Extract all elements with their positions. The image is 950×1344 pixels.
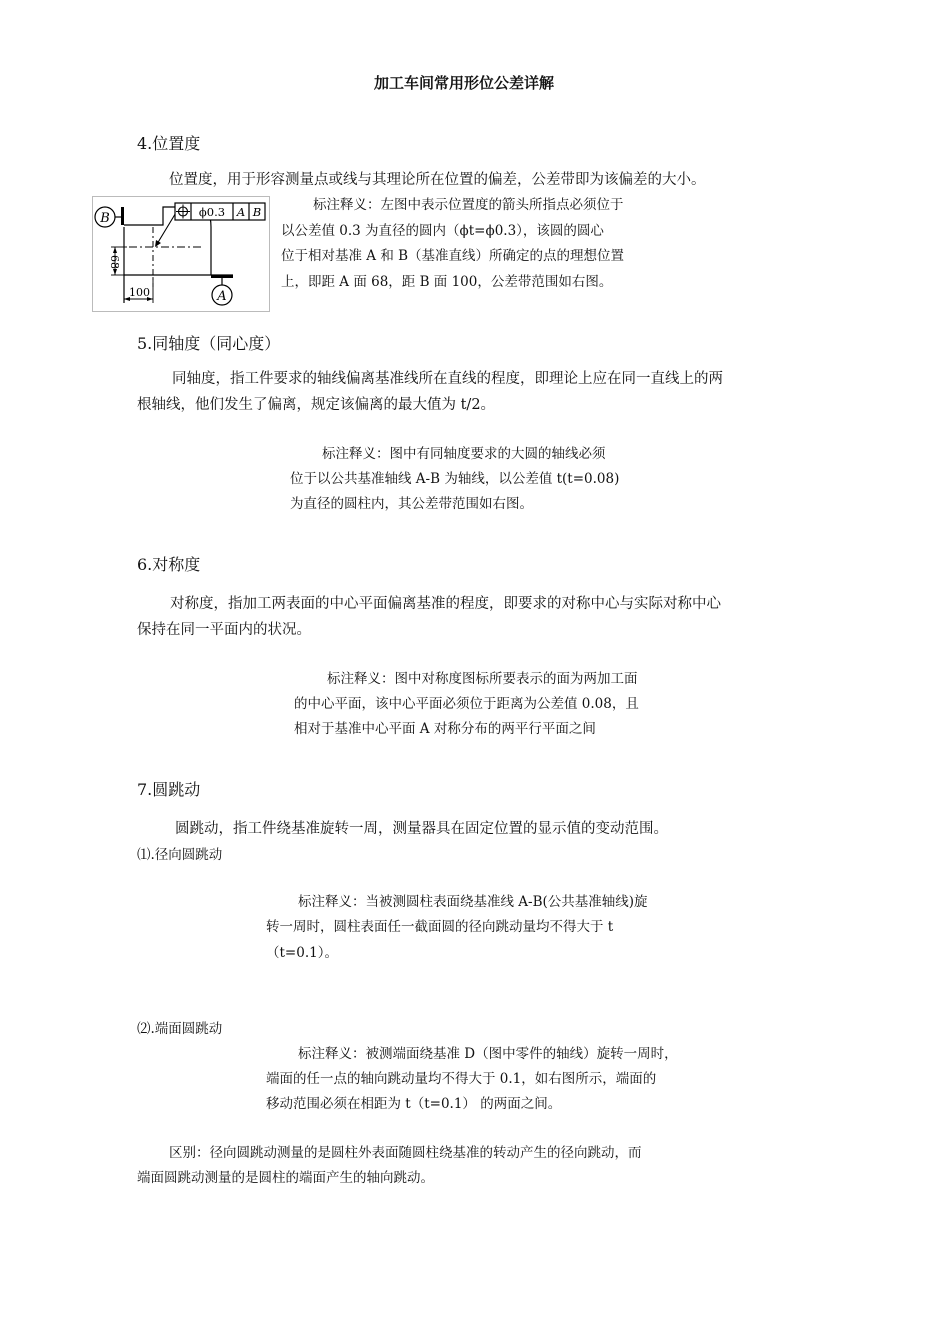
axial-runout-note-line-3: 移动范围必须在相距为 t（t=0.1） 的两面之间。 [266, 1096, 562, 1112]
difference-line-1: 区别：径向圆跳动测量的是圆柱外表面随圆柱绕基准的转动产生的径向跳动，而 [169, 1145, 642, 1161]
section-6-intro-line-2: 保持在同一平面内的状况。 [137, 622, 311, 638]
section-6-intro-line-1: 对称度，指加工两表面的中心平面偏离基准的程度，即要求的对称中心与实际对称中心 [170, 596, 721, 612]
section-6-note-line-3: 相对于基准中心平面 A 对称分布的两平行平面之间 [294, 721, 596, 737]
section-5-note-line-1: 标注释义：图中有同轴度要求的大圆的轴线必须 [322, 446, 606, 462]
section-5-note-line-3: 为直径的圆柱内，其公差带范围如右图。 [290, 496, 533, 512]
radial-runout-note-line-2: 转一周时，圆柱表面任一截面圆的径向跳动量均不得大于 t [266, 919, 614, 935]
axial-runout-subheading: ⑵.端面圆跳动 [137, 1021, 223, 1037]
section-5-intro-line-1: 同轴度，指工件要求的轴线偏离基准线所在直线的程度，即理论上应在同一直线上的两 [172, 371, 723, 387]
frame-datum-a: A [236, 205, 246, 219]
position-tolerance-drawing [93, 197, 269, 311]
section-6-note-line-1: 标注释义：图中对称度图标所要表示的面为两加工面 [327, 671, 638, 687]
section-7-intro: 圆跳动，指工件绕基准旋转一周，测量器具在固定位置的显示值的变动范围。 [175, 821, 668, 837]
datum-a-label: A [217, 289, 227, 304]
axial-runout-note-line-1: 标注释义：被测端面绕基准 D（图中零件的轴线）旋转一周时， [298, 1046, 678, 1062]
radial-runout-subheading: ⑴.径向圆跳动 [137, 847, 223, 863]
dimension-68: 68 [108, 255, 121, 269]
axial-runout-note-line-2: 端面的任一点的轴向跳动量均不得大于 0.1，如右图所示，端面的 [266, 1071, 657, 1087]
page-title: 加工车间常用形位公差详解 [374, 74, 555, 92]
section-4-note-line-2: 以公差值 0.3 为直径的圆内（ϕt=ϕ0.3），该圆的圆心 [281, 223, 604, 239]
section-6-heading: 6.对称度 [137, 555, 201, 574]
section-4-note-line-3: 位于相对基准 A 和 B（基准直线）所确定的点的理想位置 [281, 248, 625, 264]
section-7-heading: 7.圆跳动 [137, 780, 201, 799]
radial-runout-note-line-3: （t=0.1）。 [266, 945, 338, 961]
section-6-note-line-2: 的中心平面，该中心平面必须位于距离为公差值 0.08，且 [294, 696, 639, 712]
radial-runout-note-line-1: 标注释义：当被测圆柱表面绕基准线 A-B(公共基准轴线)旋 [298, 894, 648, 910]
section-5-heading: 5.同轴度（同心度） [137, 334, 281, 353]
dimension-100: 100 [129, 286, 150, 299]
section-5-intro-line-2: 根轴线，他们发生了偏离，规定该偏离的最大值为 t/2。 [137, 397, 496, 413]
datum-b-label: B [100, 211, 110, 226]
section-4-heading: 4.位置度 [137, 134, 201, 153]
tolerance-value: ϕ0.3 [198, 205, 226, 219]
difference-line-2: 端面圆跳动测量的是圆柱的端面产生的轴向跳动。 [137, 1170, 434, 1186]
section-4-intro: 位置度，用于形容测量点或线与其理论所在位置的偏差，公差带即为该偏差的大小。 [169, 172, 706, 188]
position-tolerance-figure [92, 196, 270, 312]
section-4-note-line-1: 标注释义：左图中表示位置度的箭头所指点必须位于 [313, 197, 624, 213]
section-5-note-line-2: 位于以公共基准轴线 A-B 为轴线，以公差值 t(t=0.08) [290, 471, 620, 487]
section-4-note-line-4: 上，即距 A 面 68，距 B 面 100，公差带范围如右图。 [281, 274, 613, 290]
frame-datum-b: B [252, 205, 262, 219]
